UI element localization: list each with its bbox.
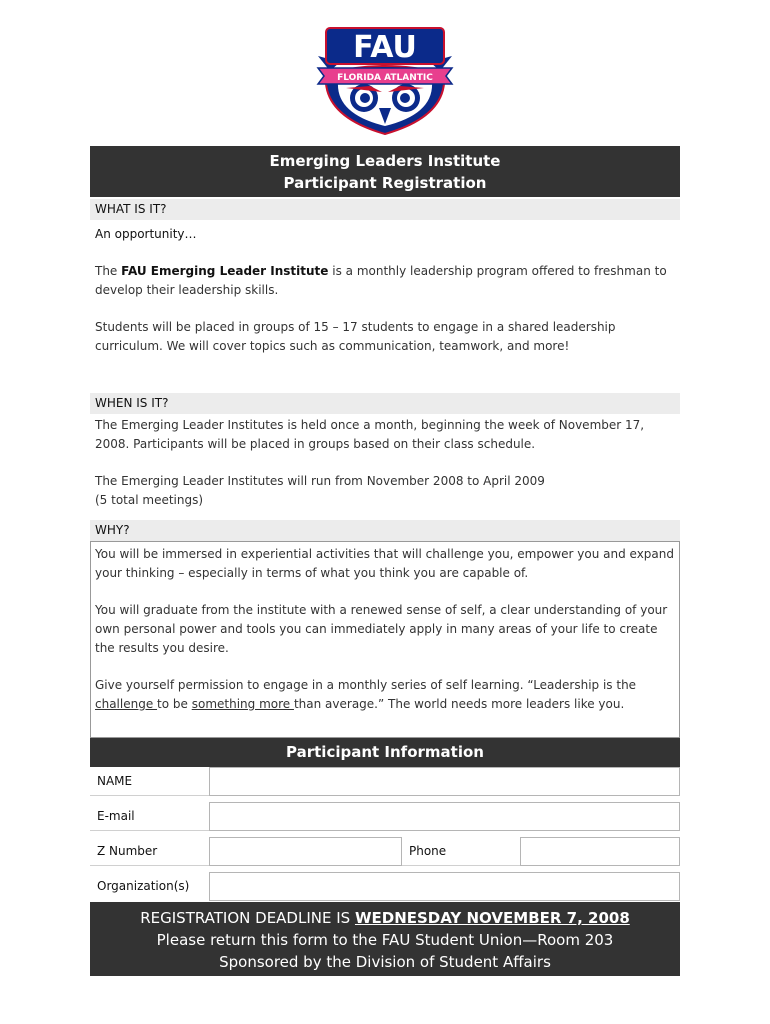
what-lead: An opportunity… — [95, 227, 197, 241]
title-line1: Emerging Leaders Institute — [269, 152, 501, 170]
svg-text:FLORIDA ATLANTIC: FLORIDA ATLANTIC — [337, 73, 433, 83]
email-label: E-mail — [90, 802, 210, 831]
title-line2: Participant Registration — [283, 174, 487, 192]
why-paragraph-2: You will graduate from the institute with a renewed sense of self, a clear understanding of your own personal power and tools you can immediately apply in many areas of your life to create the results you desire. — [95, 603, 668, 655]
deadline-date: WEDNESDAY NOVEMBER 7, 2008 — [354, 909, 630, 927]
deadline-banner — [90, 902, 680, 976]
when-paragraph-2: The Emerging Leader Institutes will run from November 2008 to April 2009 (5 total meetings) — [95, 474, 545, 507]
return-instructions: Please return this form to the FAU Student Union—Room 203 — [156, 931, 614, 949]
what-paragraph-1: The FAU Emerging Leader Institute is a monthly leadership program offered to freshman to develop their leadership skills. — [95, 264, 667, 297]
organization-input[interactable] — [209, 872, 680, 901]
phone-label: Phone — [402, 837, 520, 866]
what-heading: WHAT IS IT? — [90, 199, 680, 220]
deadline-line: REGISTRATION DEADLINE IS WEDNESDAY NOVEMBER 7, 2008 — [140, 909, 630, 927]
when-content — [95, 416, 675, 510]
form-title — [90, 146, 680, 197]
why-paragraph-3: Give yourself permission to engage in a monthly series of self learning. “Leadership is the challenge to be something more than average.” The world needs more leaders like you. — [95, 678, 637, 711]
what-content — [95, 225, 675, 356]
phone-input[interactable] — [520, 837, 680, 866]
when-paragraph-1: The Emerging Leader Institutes is held once a month, beginning the week of November 17, 2008. Participants will be placed in groups based on their class schedule. — [95, 418, 645, 451]
why-paragraph-1: You will be immersed in experiential activities that will challenge you, empower you and expand your thinking – especially in terms of what you think you are capable of. — [95, 547, 674, 580]
sponsor-line: Sponsored by the Division of Student Affairs — [219, 953, 551, 971]
why-heading: WHY? — [90, 520, 680, 541]
what-paragraph-2: Students will be placed in groups of 15 – 17 students to engage in a shared leadership curriculum. We will cover topics such as communication, teamwork, and more! — [95, 320, 616, 353]
organization-label: Organization(s) — [97, 879, 190, 893]
email-input[interactable] — [209, 802, 680, 831]
participant-info-heading: Participant Information — [90, 738, 680, 767]
when-heading: WHEN IS IT? — [90, 393, 680, 414]
fau-owl-logo — [312, 26, 458, 136]
znumber-input[interactable] — [209, 837, 402, 866]
znumber-label: Z Number — [90, 837, 210, 866]
why-content — [95, 545, 675, 714]
name-label: NAME — [90, 767, 210, 796]
svg-text:FAU: FAU — [353, 30, 417, 65]
name-input[interactable] — [209, 767, 680, 796]
